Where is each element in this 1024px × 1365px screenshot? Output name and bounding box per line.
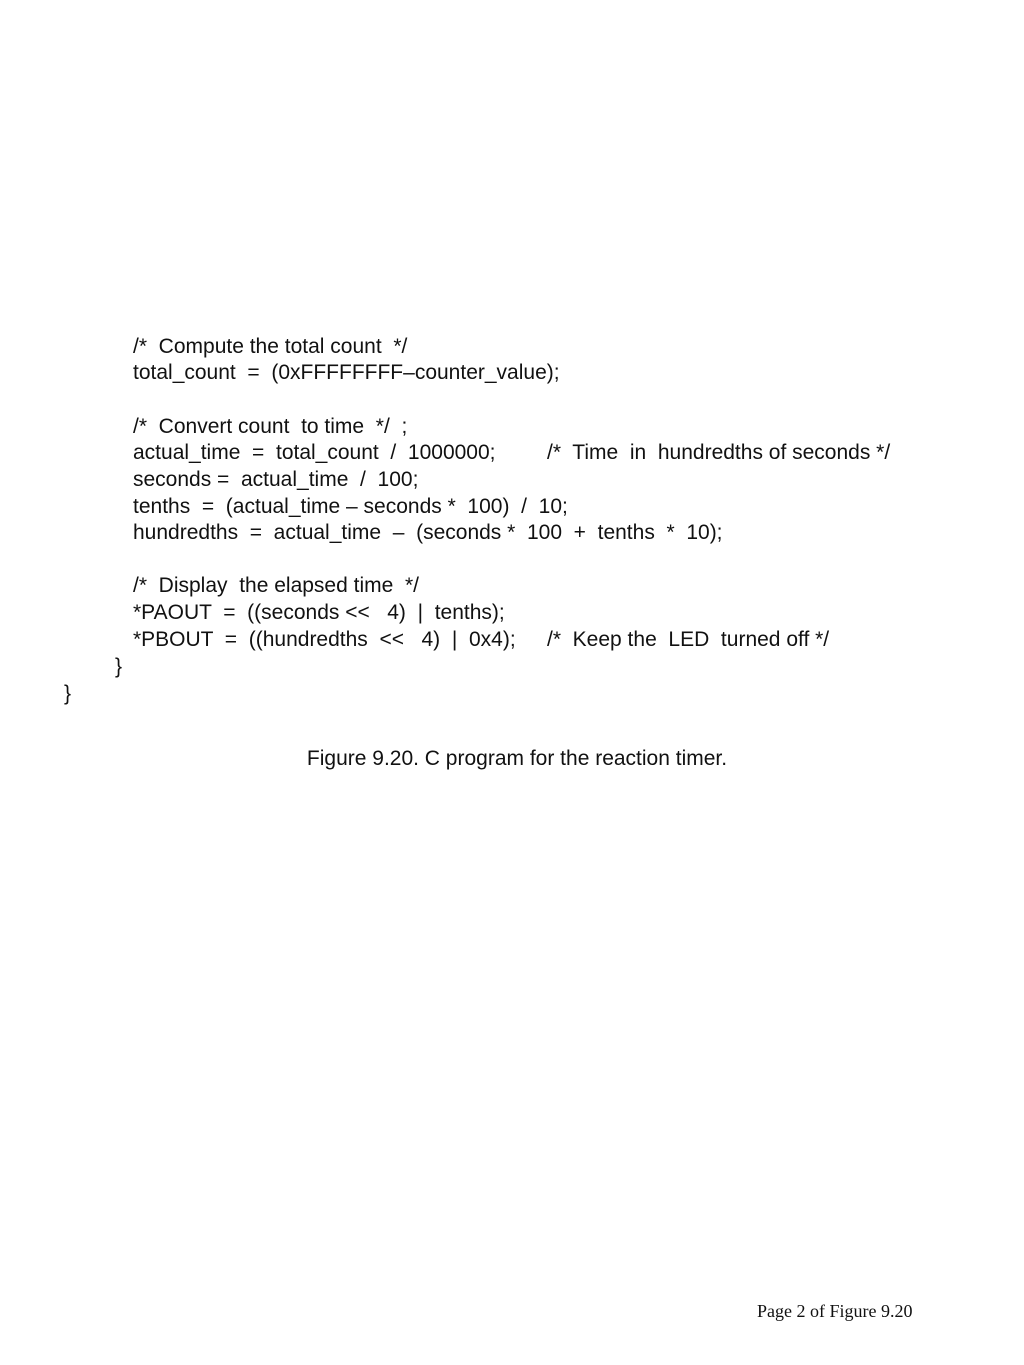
code-line-seconds: seconds = actual_time / 100; (133, 468, 419, 491)
code-close-inner-brace: } (115, 655, 123, 678)
code-line-paout: *PAOUT = ((seconds << 4) | tenths); (133, 601, 505, 624)
code-line-hundredths: hundredths = actual_time – (seconds * 100 + tenths * 10); (133, 521, 723, 544)
code-line-tenths: tenths = (actual_time – seconds * 100) / 10; (133, 495, 568, 518)
code-line-pbout: *PBOUT = ((hundredths << 4) | 0x4); (133, 628, 516, 651)
code-line-total-count: total_count = (0xFFFFFFFF–counter_value); (133, 361, 560, 384)
code-comment-display: /* Display the elapsed time */ (133, 574, 419, 597)
code-comment-compute: /* Compute the total count */ (133, 335, 408, 358)
code-comment-actual-time: /* Time in hundredths of seconds */ (547, 441, 891, 464)
code-comment-pbout: /* Keep the LED turned off */ (547, 628, 830, 651)
code-close-outer-brace: } (64, 682, 72, 705)
code-line-actual-time: actual_time = total_count / 1000000; (133, 441, 496, 464)
page-footer: Page 2 of Figure 9.20 (757, 1301, 913, 1321)
figure-caption: Figure 9.20. C program for the reaction timer. (306, 747, 728, 770)
code-comment-convert: /* Convert count to time */ ; (133, 415, 408, 438)
